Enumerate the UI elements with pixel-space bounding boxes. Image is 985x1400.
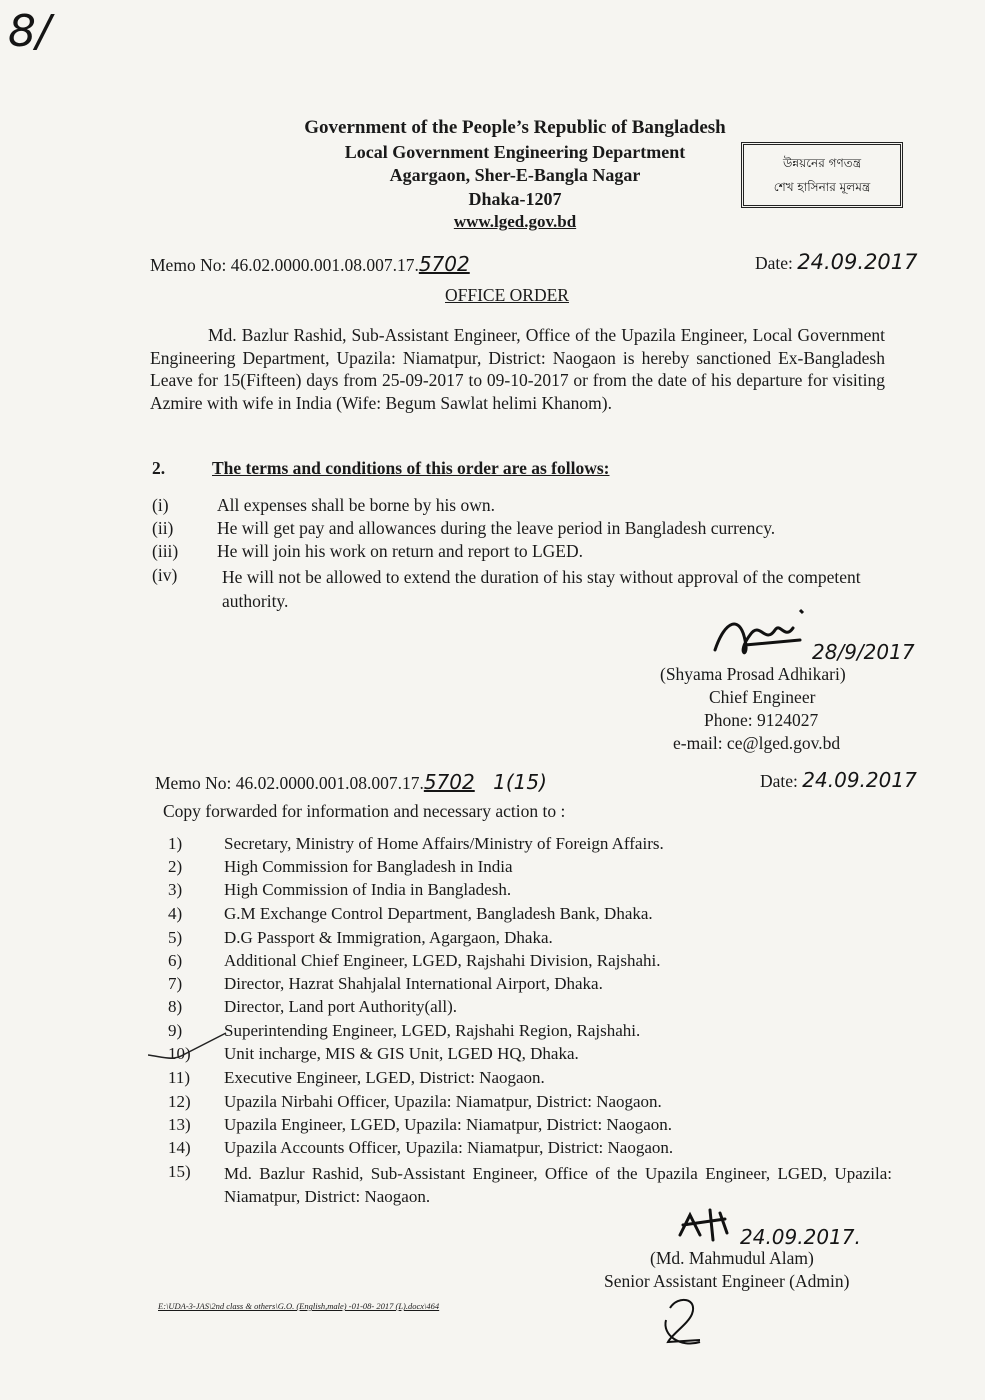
copy-item-number: 2)	[168, 857, 183, 876]
chief-engineer-email[interactable]: e-mail: ce@lged.gov.bd	[673, 733, 841, 753]
header-address: Agargaon, Sher-E-Bangla Nagar	[389, 165, 641, 185]
copy-item-number: 5)	[168, 928, 183, 947]
copy-item-number: 7)	[168, 974, 183, 993]
copy-item-text: Upazila Accounts Officer, Upazila: Niamatpur, District: Naogaon.	[224, 1138, 674, 1157]
copy-item-text: Director, Land port Authority(all).	[224, 997, 458, 1016]
term-text: He will join his work on return and report to LGED.	[217, 541, 583, 561]
copy-item-text: Director, Hazrat Shahjalal International Airport, Dhaka.	[224, 974, 603, 993]
slogan-line-1: উন্নয়নের গণতন্ত্র	[782, 156, 862, 170]
header-website[interactable]: www.lged.gov.bd	[453, 212, 577, 231]
copy-item-text: High Commission of India in Bangladesh.	[224, 880, 512, 899]
admin-name: (Md. Mahmudul Alam)	[650, 1248, 814, 1268]
admin-title: Senior Assistant Engineer (Admin)	[604, 1271, 850, 1291]
date-label: Date:	[760, 771, 798, 791]
copy-item-number: 9)	[168, 1021, 183, 1040]
copy-item-number: 12)	[168, 1092, 191, 1111]
term-number: (i)	[152, 495, 169, 515]
term-text: He will not be allowed to extend the duration of his stay without approval of the competent authority.	[222, 567, 861, 611]
order-title: OFFICE ORDER	[445, 285, 569, 305]
chief-engineer-sign-date: 28/9/2017	[812, 640, 915, 664]
admin-signature	[675, 1205, 745, 1245]
terms-heading: The terms and conditions of this order are as follows:	[212, 458, 610, 478]
term-number: (iv)	[152, 565, 178, 585]
copy-item-number: 14)	[168, 1138, 191, 1157]
admin-sign-date: 24.09.2017.	[740, 1225, 861, 1249]
copy-item-number: 10)	[168, 1044, 191, 1063]
memo-number-2	[155, 770, 547, 794]
body-paragraph: Md. Bazlur Rashid, Sub-Assistant Engineer, Office of the Upazila Engineer, Local Government Engineering Department, Upazila: Niamatpur, District: Naogaon is hereby sanctioned Ex-Bangladesh Leave for 15(Fifteen) days from 25-09-2017 to 09-10-2017 or from the date of his departure for visiting Azmire with wife in India (Wife: Begum Sawlat helimi Khanom).	[150, 325, 885, 413]
copy-item-number: 13)	[168, 1115, 191, 1134]
date-label: Date:	[755, 253, 793, 273]
copy-item-number: 11)	[168, 1068, 191, 1087]
terms-number: 2.	[152, 458, 166, 478]
copy-item-number: 4)	[168, 904, 183, 923]
term-text: All expenses shall be borne by his own.	[217, 495, 496, 515]
term-text: He will get pay and allowances during the leave period in Bangladesh currency.	[217, 518, 776, 538]
copy-intro: Copy forwarded for information and necessary action to :	[163, 801, 566, 821]
copy-item-text: Md. Bazlur Rashid, Sub-Assistant Engineer, Office of the Upazila Engineer, LGED, Upazila: Niamatpur, District: Naogaon.	[224, 1164, 892, 1206]
chief-engineer-title: Chief Engineer	[709, 687, 816, 707]
memo-prefix: Memo No: 46.02.0000.001.08.007.17.	[150, 255, 419, 275]
copy-item-text: Upazila Engineer, LGED, Upazila: Niamatpur, District: Naogaon.	[224, 1115, 673, 1134]
memo-number-handwritten: 5702	[418, 252, 470, 276]
copy-item-number: 15)	[168, 1162, 191, 1181]
copy-item-text: D.G Passport & Immigration, Agargaon, Dhaka.	[224, 928, 553, 947]
memo-date-2	[760, 768, 917, 792]
memo-suffix-handwritten: 1(15)	[493, 770, 547, 794]
chief-engineer-name: (Shyama Prosad Adhikari)	[660, 664, 846, 684]
copy-item-text: Superintending Engineer, LGED, Rajshahi Region, Rajshahi.	[224, 1021, 641, 1040]
copy-item-text: Executive Engineer, LGED, District: Naogaon.	[224, 1068, 545, 1087]
term-number: (iii)	[152, 541, 179, 561]
chief-engineer-phone: Phone: 9124027	[704, 710, 819, 730]
copy-item-number: 8)	[168, 997, 183, 1016]
slogan-line-2: শেখ হাসিনার মূলমন্ত্র	[773, 180, 871, 194]
memo-date-1	[755, 250, 918, 274]
footer-file-path: E:\UDA-3-JAS\2nd class & others\G.O. (English,male) -01-08- 2017 (L).docx\464	[158, 1301, 440, 1311]
term-number: (ii)	[152, 518, 174, 538]
handwritten-initial	[660, 1290, 710, 1350]
copy-item-text: G.M Exchange Control Department, Bangladesh Bank, Dhaka.	[224, 904, 653, 923]
slogan-box	[741, 142, 903, 208]
copy-item-text: Unit incharge, MIS & GIS Unit, LGED HQ, Dhaka.	[224, 1044, 579, 1063]
copy-item-text: Upazila Nirbahi Officer, Upazila: Niamatpur, District: Naogaon.	[224, 1092, 662, 1111]
memo-number-handwritten: 5702	[423, 770, 475, 794]
memo-number-1	[150, 252, 470, 276]
header-department: Local Government Engineering Department	[344, 142, 686, 162]
header-government: Government of the People’s Republic of Bangladesh	[304, 117, 726, 138]
date-handwritten: 24.09.2017	[802, 768, 917, 792]
corner-mark: 8/	[8, 6, 51, 57]
copy-item-number: 1)	[168, 834, 183, 853]
header-city: Dhaka-1207	[468, 189, 562, 209]
copy-item-text: Secretary, Ministry of Home Affairs/Ministry of Foreign Affairs.	[224, 834, 664, 853]
date-handwritten: 24.09.2017	[797, 250, 918, 274]
copy-item-text: Additional Chief Engineer, LGED, Rajshahi Division, Rajshahi.	[224, 951, 661, 970]
tick-mark	[148, 1025, 228, 1065]
copy-item-number: 3)	[168, 880, 183, 899]
memo-prefix: Memo No: 46.02.0000.001.08.007.17.	[155, 773, 424, 793]
copy-item-number: 6)	[168, 951, 183, 970]
copy-item-text: High Commission for Bangladesh in India	[224, 857, 513, 876]
